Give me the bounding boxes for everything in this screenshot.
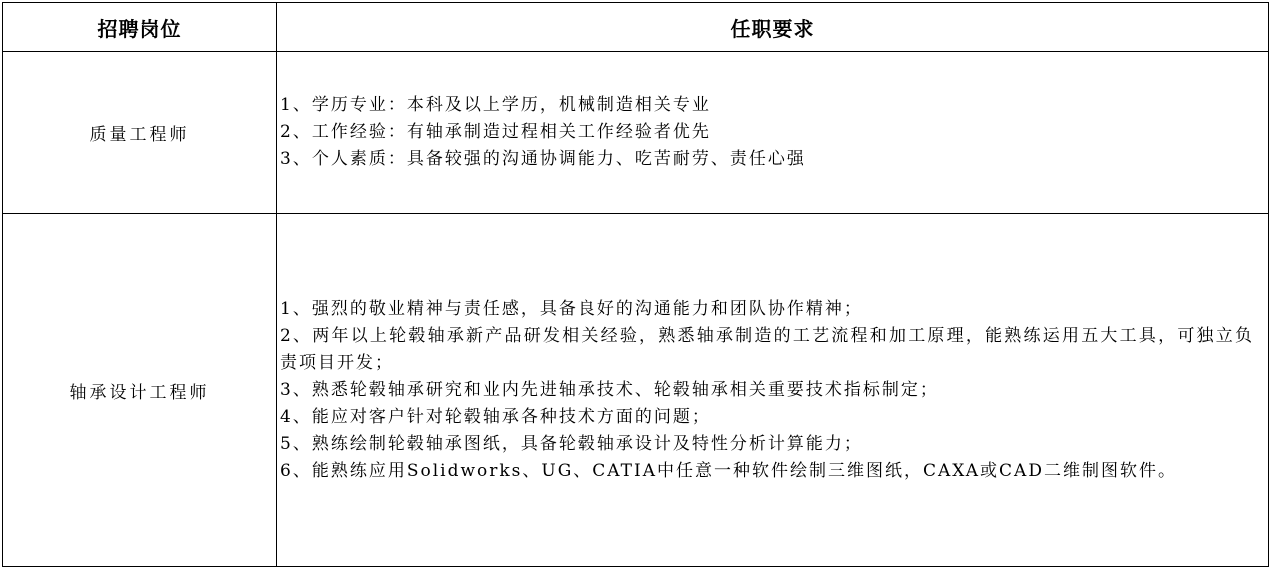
requirement-item: 2、工作经验：有轴承制造过程相关工作经验者优先 [280, 122, 711, 142]
table-row [3, 52, 1269, 214]
requirement-item: 4、能应对客户针对轮毂轴承各种技术方面的问题； [280, 406, 711, 427]
requirement-item: 6、能熟练应用Solidworks、UG、CATIA中任意一种软件绘制三维图纸，CAXA或CAD二维制图软件。 [280, 460, 1177, 481]
header-position: 招聘岗位 [3, 3, 277, 52]
requirement-item: 3、熟悉轮毂轴承研究和业内先进轴承技术、轮毂轴承相关重要技术指标制定； [280, 379, 939, 400]
requirement-item: 3、个人素质：具备较强的沟通协调能力、吃苦耐劳、责任心强 [280, 149, 806, 169]
recruitment-table [2, 2, 1269, 567]
position-cell: 轴承设计工程师 [3, 214, 277, 567]
header-requirements: 任职要求 [277, 3, 1269, 52]
table-header-row [3, 3, 1269, 52]
table-row [3, 214, 1269, 567]
requirement-item: 5、熟练绘制轮毂轴承图纸，具备轮毂轴承设计及特性分析计算能力； [280, 433, 863, 454]
requirements-list [277, 296, 1268, 485]
requirement-item: 1、学历专业：本科及以上学历，机械制造相关专业 [280, 95, 711, 115]
requirements-cell [277, 214, 1269, 567]
requirement-item: 1、强烈的敬业精神与责任感，具备良好的沟通能力和团队协作精神； [280, 298, 863, 319]
requirements-list [277, 92, 1268, 173]
position-cell: 质量工程师 [3, 52, 277, 214]
requirements-cell [277, 52, 1269, 214]
requirement-item: 2、两年以上轮毂轴承新产品研发相关经验，熟悉轴承制造的工艺流程和加工原理，能熟练运用五大工具，可独立负责项目开发； [280, 325, 1254, 373]
